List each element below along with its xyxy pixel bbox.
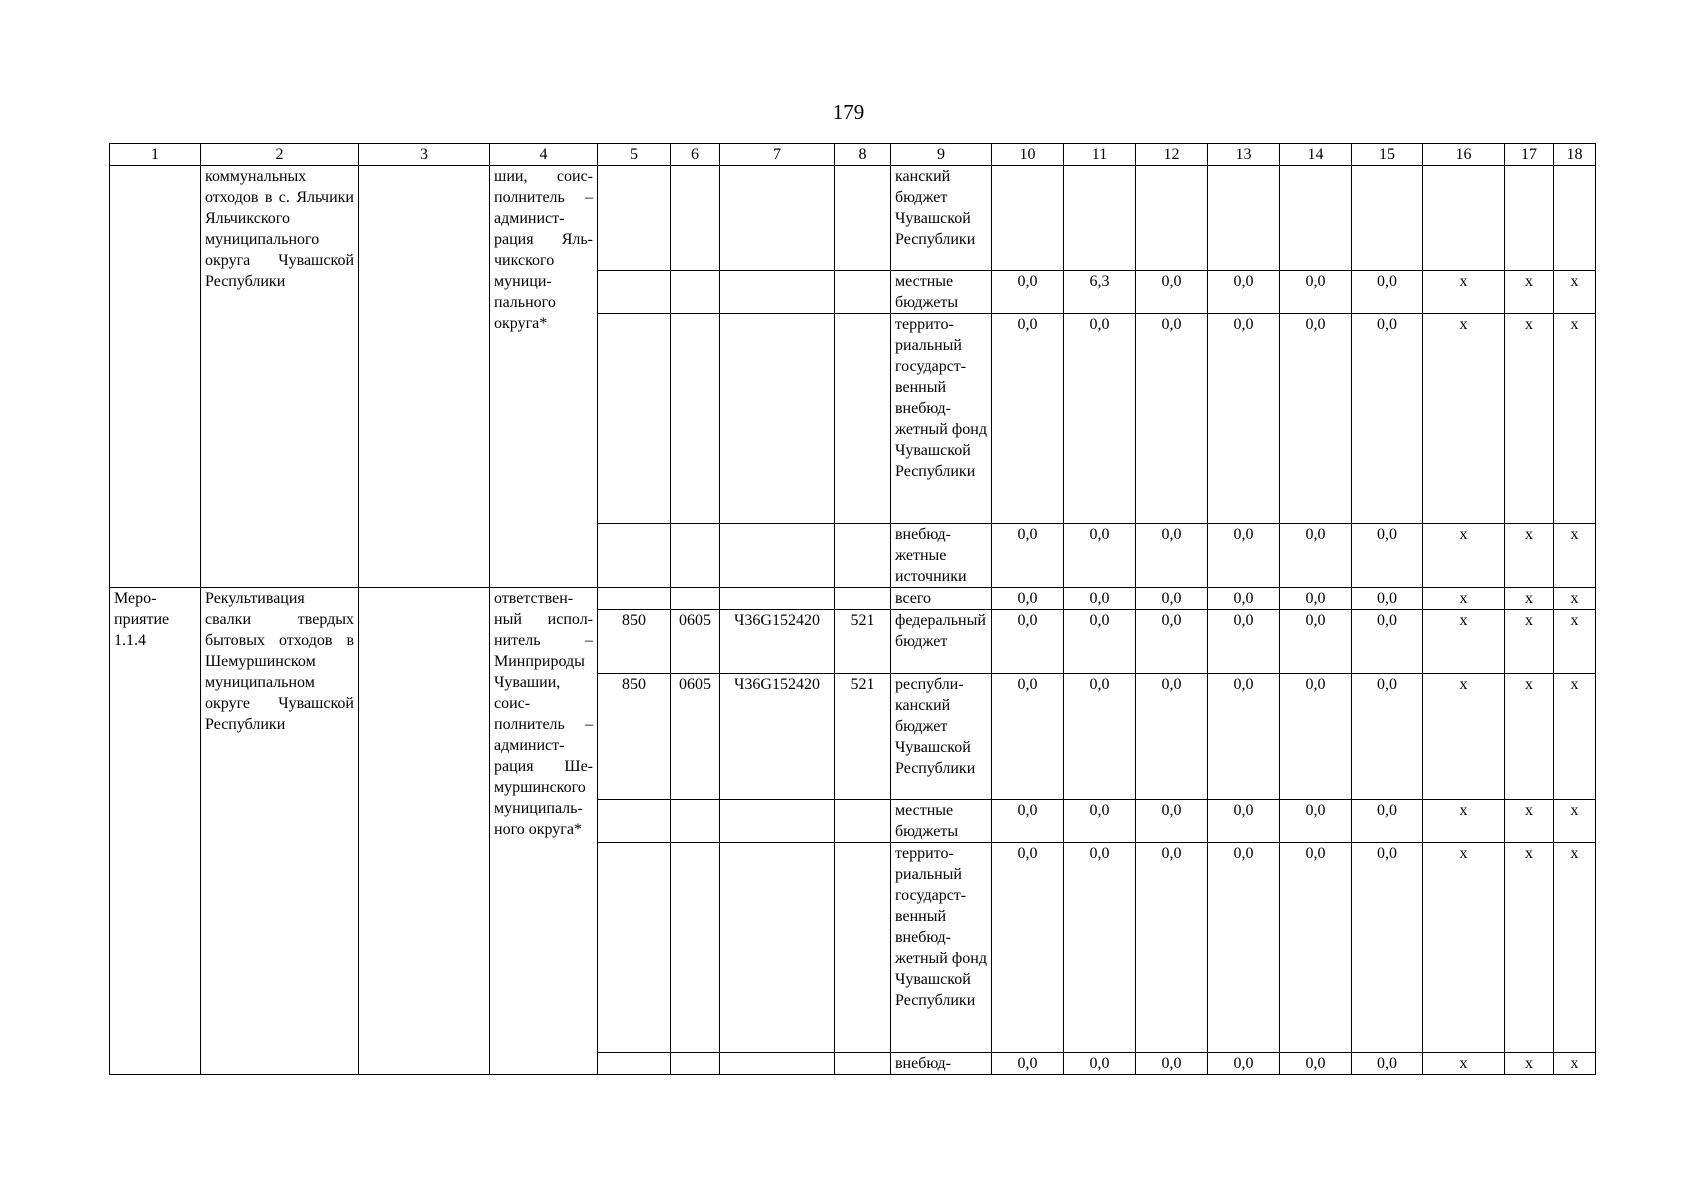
value-cell: x bbox=[1423, 674, 1505, 800]
value-cell bbox=[1064, 166, 1136, 271]
column-header: 15 bbox=[1352, 144, 1423, 166]
value-cell: x bbox=[1554, 800, 1596, 843]
table-body bbox=[110, 144, 1596, 1075]
value-cell: 0,0 bbox=[1064, 1053, 1136, 1075]
value-cell: x bbox=[1554, 1053, 1596, 1075]
target-code-cell: Ч36G152420 bbox=[720, 674, 835, 800]
value-cell: 0,0 bbox=[992, 524, 1064, 588]
expense-code-cell: 521 bbox=[835, 610, 891, 674]
value-cell: 0,0 bbox=[1352, 271, 1423, 314]
column-header: 3 bbox=[359, 144, 490, 166]
value-cell: 0,0 bbox=[1208, 271, 1280, 314]
grbs-code-cell: 850 bbox=[598, 610, 671, 674]
value-cell: 0,0 bbox=[1208, 314, 1280, 524]
value-cell: x bbox=[1505, 610, 1554, 674]
column-header: 18 bbox=[1554, 144, 1596, 166]
funding-source-cell: внебюд- bbox=[891, 1053, 992, 1075]
expense-code-cell bbox=[835, 588, 891, 610]
expense-code-cell bbox=[835, 271, 891, 314]
grbs-code-cell bbox=[598, 843, 671, 1053]
funding-source-cell: местные бюджеты bbox=[891, 800, 992, 843]
executor-cell: шии, соисполнитель – администрация Яльчикского муниципального округа* bbox=[490, 166, 598, 588]
target-code-cell: Ч36G152420 bbox=[720, 610, 835, 674]
value-cell: x bbox=[1423, 588, 1505, 610]
value-cell: x bbox=[1423, 1053, 1505, 1075]
value-cell: 0,0 bbox=[992, 800, 1064, 843]
value-cell: 0,0 bbox=[992, 588, 1064, 610]
funding-source-cell: внебюджетные источники bbox=[891, 524, 992, 588]
expense-code-cell bbox=[835, 843, 891, 1053]
section-code-cell bbox=[671, 166, 720, 271]
column-header: 12 bbox=[1136, 144, 1208, 166]
grbs-code-cell bbox=[598, 314, 671, 524]
value-cell bbox=[1505, 166, 1554, 271]
value-cell: x bbox=[1505, 524, 1554, 588]
value-cell: x bbox=[1423, 843, 1505, 1053]
value-cell: 0,0 bbox=[992, 610, 1064, 674]
value-cell: 0,0 bbox=[992, 674, 1064, 800]
expense-code-cell bbox=[835, 1053, 891, 1075]
grbs-code-cell bbox=[598, 166, 671, 271]
value-cell: x bbox=[1423, 271, 1505, 314]
value-cell: x bbox=[1505, 843, 1554, 1053]
value-cell: 0,0 bbox=[1208, 588, 1280, 610]
section-code-cell bbox=[671, 843, 720, 1053]
section-code-cell bbox=[671, 314, 720, 524]
value-cell: 0,0 bbox=[1352, 800, 1423, 843]
grbs-code-cell bbox=[598, 524, 671, 588]
value-cell: 0,0 bbox=[1136, 843, 1208, 1053]
value-cell: 0,0 bbox=[1064, 524, 1136, 588]
value-cell: 0,0 bbox=[1352, 314, 1423, 524]
value-cell: 0,0 bbox=[1136, 800, 1208, 843]
header-row bbox=[110, 144, 1596, 166]
column-header: 10 bbox=[992, 144, 1064, 166]
value-cell: 0,0 bbox=[1064, 800, 1136, 843]
grbs-code-cell bbox=[598, 271, 671, 314]
value-cell bbox=[992, 166, 1064, 271]
value-cell: 0,0 bbox=[1352, 610, 1423, 674]
value-cell: 0,0 bbox=[992, 1053, 1064, 1075]
expense-code-cell: 521 bbox=[835, 674, 891, 800]
value-cell bbox=[1423, 166, 1505, 271]
expense-code-cell bbox=[835, 800, 891, 843]
value-cell bbox=[1352, 166, 1423, 271]
value-cell: x bbox=[1505, 674, 1554, 800]
target-code-cell bbox=[720, 524, 835, 588]
column-header: 1 bbox=[110, 144, 201, 166]
measure-name-cell: коммунальных отходов в с. Яльчики Яльчикского муниципального округа Чувашской Республики bbox=[201, 166, 359, 588]
column-header: 9 bbox=[891, 144, 992, 166]
value-cell: 6,3 bbox=[1064, 271, 1136, 314]
value-cell: x bbox=[1505, 800, 1554, 843]
funding-source-cell: канский бюджет Чувашской Республики bbox=[891, 166, 992, 271]
value-cell: 0,0 bbox=[1352, 588, 1423, 610]
value-cell: 0,0 bbox=[1064, 674, 1136, 800]
grbs-code-cell: 850 bbox=[598, 674, 671, 800]
column-header: 5 bbox=[598, 144, 671, 166]
value-cell: 0,0 bbox=[1352, 843, 1423, 1053]
value-cell: 0,0 bbox=[1280, 674, 1352, 800]
expense-code-cell bbox=[835, 524, 891, 588]
measure-name-cell: Рекультивация свалки твердых бытовых отходов в Шемуршинском муниципальном округе Чувашской Республики bbox=[201, 588, 359, 1075]
target-code-cell bbox=[720, 1053, 835, 1075]
column-header: 13 bbox=[1208, 144, 1280, 166]
column-header: 14 bbox=[1280, 144, 1352, 166]
value-cell bbox=[1208, 166, 1280, 271]
funding-source-cell: местные бюджеты bbox=[891, 271, 992, 314]
value-cell: x bbox=[1554, 674, 1596, 800]
grbs-code-cell bbox=[598, 1053, 671, 1075]
value-cell: 0,0 bbox=[1208, 843, 1280, 1053]
column-header: 11 bbox=[1064, 144, 1136, 166]
funding-source-cell: территориальный государственный внебюджетный фонд Чувашской Республики bbox=[891, 843, 992, 1053]
value-cell: x bbox=[1423, 314, 1505, 524]
value-cell: 0,0 bbox=[1064, 610, 1136, 674]
section-code-cell bbox=[671, 1053, 720, 1075]
target-code-cell bbox=[720, 166, 835, 271]
value-cell: 0,0 bbox=[1136, 674, 1208, 800]
measure-number-cell bbox=[110, 166, 201, 588]
value-cell: 0,0 bbox=[1136, 588, 1208, 610]
section-code-cell bbox=[671, 524, 720, 588]
budget-table bbox=[109, 143, 1596, 1075]
table-row bbox=[110, 588, 1596, 610]
value-cell: 0,0 bbox=[992, 314, 1064, 524]
target-code-cell bbox=[720, 271, 835, 314]
page-number: 179 bbox=[832, 100, 865, 124]
value-cell: 0,0 bbox=[1280, 524, 1352, 588]
value-cell: x bbox=[1554, 843, 1596, 1053]
target-code-cell bbox=[720, 800, 835, 843]
funding-source-cell: всего bbox=[891, 588, 992, 610]
funding-source-cell: федеральный бюджет bbox=[891, 610, 992, 674]
value-cell: 0,0 bbox=[1064, 588, 1136, 610]
column-header: 4 bbox=[490, 144, 598, 166]
section-code-cell bbox=[671, 588, 720, 610]
value-cell: x bbox=[1554, 524, 1596, 588]
section-code-cell bbox=[671, 271, 720, 314]
value-cell: 0,0 bbox=[1208, 1053, 1280, 1075]
value-cell: 0,0 bbox=[1280, 314, 1352, 524]
value-cell: 0,0 bbox=[1352, 1053, 1423, 1075]
value-cell: x bbox=[1554, 588, 1596, 610]
value-cell: 0,0 bbox=[1352, 524, 1423, 588]
expense-code-cell bbox=[835, 314, 891, 524]
value-cell: 0,0 bbox=[1280, 588, 1352, 610]
value-cell: 0,0 bbox=[1280, 271, 1352, 314]
value-cell: 0,0 bbox=[1136, 610, 1208, 674]
grbs-code-cell bbox=[598, 588, 671, 610]
value-cell: 0,0 bbox=[992, 843, 1064, 1053]
target-code-cell bbox=[720, 843, 835, 1053]
value-cell: 0,0 bbox=[1280, 800, 1352, 843]
value-cell: 0,0 bbox=[1136, 1053, 1208, 1075]
funding-source-cell: республиканский бюджет Чувашской Республики bbox=[891, 674, 992, 800]
column-header: 17 bbox=[1505, 144, 1554, 166]
value-cell: x bbox=[1423, 524, 1505, 588]
value-cell: 0,0 bbox=[992, 271, 1064, 314]
value-cell: x bbox=[1505, 588, 1554, 610]
section-code-cell: 0605 bbox=[671, 674, 720, 800]
value-cell: 0,0 bbox=[1208, 800, 1280, 843]
value-cell bbox=[1554, 166, 1596, 271]
value-cell: 0,0 bbox=[1208, 524, 1280, 588]
value-cell: x bbox=[1554, 271, 1596, 314]
value-cell: 0,0 bbox=[1280, 1053, 1352, 1075]
value-cell: 0,0 bbox=[1208, 610, 1280, 674]
value-cell bbox=[1280, 166, 1352, 271]
table-row bbox=[110, 166, 1596, 271]
value-cell: x bbox=[1505, 271, 1554, 314]
section-code-cell: 0605 bbox=[671, 610, 720, 674]
value-cell: x bbox=[1423, 800, 1505, 843]
expense-code-cell bbox=[835, 166, 891, 271]
value-cell: 0,0 bbox=[1280, 843, 1352, 1053]
value-cell: 0,0 bbox=[1064, 843, 1136, 1053]
grbs-code-cell bbox=[598, 800, 671, 843]
funding-source-cell: территориальный государственный внебюджетный фонд Чувашской Республики bbox=[891, 314, 992, 524]
value-cell: 0,0 bbox=[1136, 271, 1208, 314]
column-header: 16 bbox=[1423, 144, 1505, 166]
column-header: 7 bbox=[720, 144, 835, 166]
target-code-cell bbox=[720, 314, 835, 524]
column-header: 8 bbox=[835, 144, 891, 166]
column-header: 6 bbox=[671, 144, 720, 166]
value-cell: x bbox=[1423, 610, 1505, 674]
value-cell: x bbox=[1554, 314, 1596, 524]
value-cell: 0,0 bbox=[1352, 674, 1423, 800]
executor-cell: ответственный исполнитель – Минприроды Чувашии, соисполнитель – администрация Шемуршинского муниципального округа* bbox=[490, 588, 598, 1075]
value-cell: 0,0 bbox=[1136, 524, 1208, 588]
measure-number-cell: Мероприятие 1.1.4 bbox=[110, 588, 201, 1075]
value-cell: 0,0 bbox=[1280, 610, 1352, 674]
section-code-cell bbox=[671, 800, 720, 843]
value-cell: x bbox=[1505, 314, 1554, 524]
program-cell bbox=[359, 166, 490, 588]
target-code-cell bbox=[720, 588, 835, 610]
column-header: 2 bbox=[201, 144, 359, 166]
value-cell: x bbox=[1505, 1053, 1554, 1075]
value-cell: 0,0 bbox=[1136, 314, 1208, 524]
value-cell: 0,0 bbox=[1064, 314, 1136, 524]
value-cell bbox=[1136, 166, 1208, 271]
program-cell bbox=[359, 588, 490, 1075]
value-cell: x bbox=[1554, 610, 1596, 674]
value-cell: 0,0 bbox=[1208, 674, 1280, 800]
